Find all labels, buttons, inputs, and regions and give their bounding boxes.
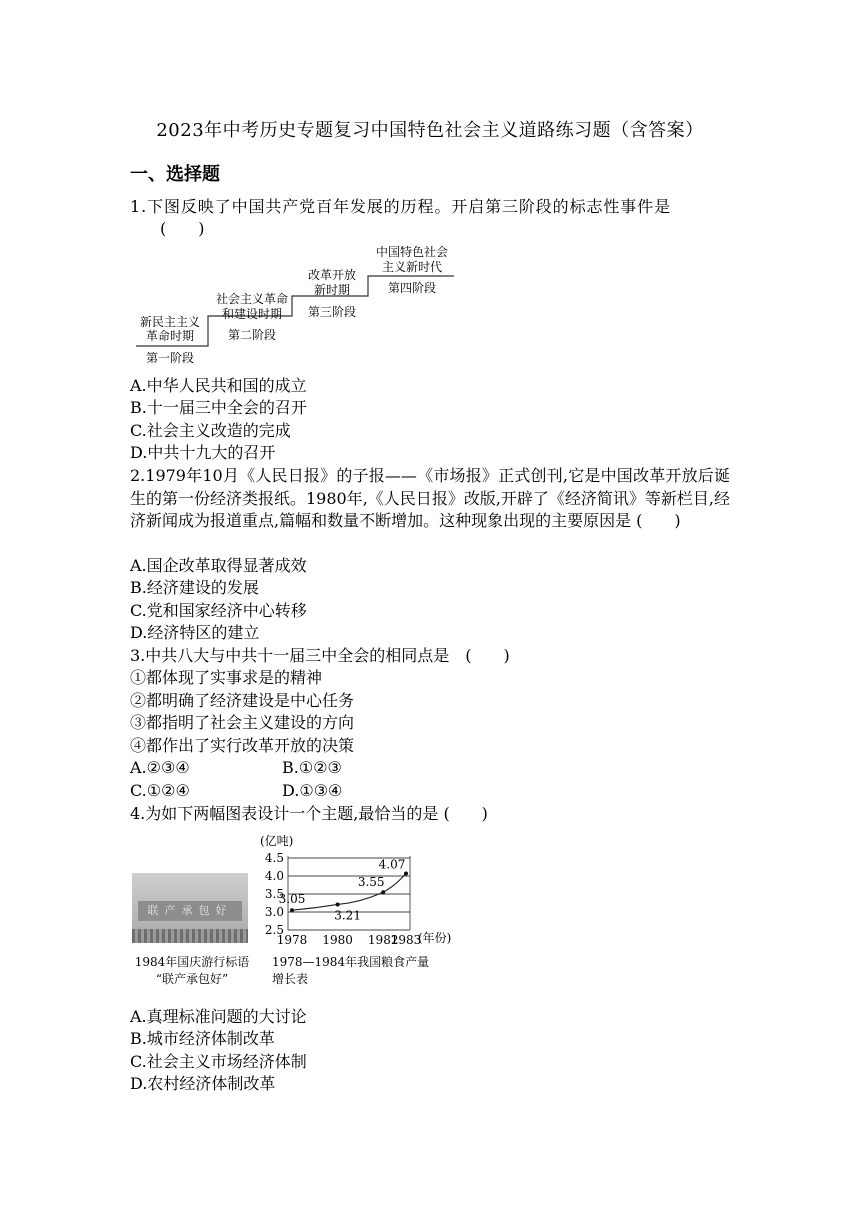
page-title: 2023年中考历史专题复习中国特色社会主义道路练习题（含答案） — [156, 120, 704, 141]
chart-caption-line2: 增长表 — [272, 972, 309, 986]
q3-option-c[interactable]: C.①②④ — [130, 781, 190, 800]
section-heading: 一、选择题 — [130, 164, 220, 185]
q4-stem: 4.为如下两幅图表设计一个主题,最恰当的是 ( ) — [130, 804, 488, 823]
y-tick-label: 2.5 — [264, 923, 284, 937]
chart-series — [279, 857, 408, 922]
q3-item-4: ④都作出了实行改革开放的决策 — [130, 736, 355, 755]
y-tick-label: 3.0 — [264, 905, 284, 919]
step-3-stage: 第三阶段 — [307, 305, 357, 319]
chart-y-axis-label: (亿吨) — [260, 834, 294, 848]
q1-answer-blank: ( ) — [160, 219, 205, 238]
step-2 — [216, 291, 288, 342]
step-1-stage: 第一阶段 — [145, 351, 195, 365]
chart-caption — [272, 954, 460, 988]
y-tick-label: 4.0 — [264, 869, 284, 883]
data-label: 3.21 — [334, 908, 361, 923]
grain-output-chart — [252, 828, 462, 950]
q4-option-c[interactable]: C.社会主义市场经济体制 — [130, 1052, 307, 1071]
q3-option-d[interactable]: D.①③④ — [282, 781, 343, 800]
q1-option-a[interactable]: A.中华人民共和国的成立 — [130, 376, 307, 395]
q3-item-3: ③都指明了社会主义建设的方向 — [130, 713, 355, 732]
q2-option-b[interactable]: B.经济建设的发展 — [130, 578, 259, 597]
q3-item-2: ②都明确了经济建设是中心任务 — [130, 691, 355, 710]
q2-option-d[interactable]: D.经济特区的建立 — [130, 623, 260, 642]
q3-option-a[interactable]: A.②③④ — [130, 758, 190, 777]
photo-crowd — [132, 929, 248, 943]
chart-caption-line1: 1978—1984年我国粮食产量 — [272, 955, 430, 969]
x-tick-label: 1980 — [322, 933, 353, 947]
data-point — [404, 871, 408, 875]
chart-x-axis-label: (年份) — [418, 931, 452, 945]
q1-option-b[interactable]: B.十一届三中全会的召开 — [130, 398, 307, 417]
series-line — [292, 873, 406, 910]
q3-option-b[interactable]: B.①②③ — [282, 758, 342, 777]
step-4-name-line1: 中国特色社会 — [375, 245, 449, 259]
y-tick-label: 4.5 — [264, 851, 284, 865]
q4-option-a[interactable]: A.真理标准问题的大讨论 — [130, 1007, 307, 1026]
data-label: 3.05 — [278, 892, 306, 907]
q1-option-c[interactable]: C.社会主义改造的完成 — [130, 421, 291, 440]
parade-photo — [132, 873, 248, 943]
q2-option-a[interactable]: A.国企改革取得显著成效 — [130, 556, 307, 575]
photo-caption-line2: “联产承包好” — [155, 972, 229, 986]
data-label: 3.55 — [357, 875, 385, 890]
step-2-name-line1: 社会主义革命 — [215, 292, 289, 306]
step-4-stage: 第四阶段 — [387, 281, 437, 295]
q1-option-d[interactable]: D.中共十九大的召开 — [130, 443, 276, 462]
data-point — [381, 890, 385, 894]
data-point — [290, 908, 294, 912]
step-2-stage: 第二阶段 — [227, 328, 277, 342]
step-4 — [376, 244, 448, 295]
q4-option-d[interactable]: D.农村经济体制改革 — [130, 1074, 276, 1093]
q3-stem: 3.中共八大与中共十一届三中全会的相同点是 ( ) — [130, 646, 510, 665]
step-3-name-line2: 新时期 — [313, 283, 351, 297]
stage-diagram — [128, 240, 468, 370]
q2-option-c[interactable]: C.党和国家经济中心转移 — [130, 601, 307, 620]
q3-item-1: ①都体现了实事求是的精神 — [130, 668, 323, 687]
step-1-name-line1: 新民主主义 — [139, 315, 201, 329]
step-3 — [308, 268, 356, 319]
x-tick-label: 1982 — [367, 933, 399, 947]
data-point — [336, 902, 340, 906]
photo-caption-line1: 1984年国庆游行标语 — [134, 955, 250, 969]
step-2-name-line2: 和建设时期 — [221, 307, 283, 321]
x-tick-label: 1978 — [276, 933, 308, 947]
step-4-name-line2: 主义新时代 — [381, 260, 443, 274]
q1-stem: 1.下图反映了中国共产党百年发展的历程。开启第三阶段的标志性事件是 — [130, 197, 671, 216]
photo-caption — [128, 954, 256, 988]
step-1 — [140, 315, 200, 365]
step-3-name-line1: 改革开放 — [307, 268, 357, 282]
step-1-name-line2: 革命时期 — [145, 329, 195, 343]
y-tick-label: 3.5 — [264, 887, 284, 901]
photo-banner-text: 联产承包好 — [138, 901, 242, 921]
x-tick-label: 1983 — [390, 933, 422, 947]
data-label: 4.07 — [378, 857, 406, 872]
q2-stem: 2.1979年10月《人民日报》的子报——《市场报》正式创刊,它是中国改革开放后诞生的第一份经济类报纸。1980年,《人民日报》改版,开辟了《经济简讯》等新栏目,经济新闻成为报道重点,篇幅和数量不断增加。这种现象出现的主要原因是 ( ) — [130, 466, 730, 530]
q4-option-b[interactable]: B.城市经济体制改革 — [130, 1029, 275, 1048]
